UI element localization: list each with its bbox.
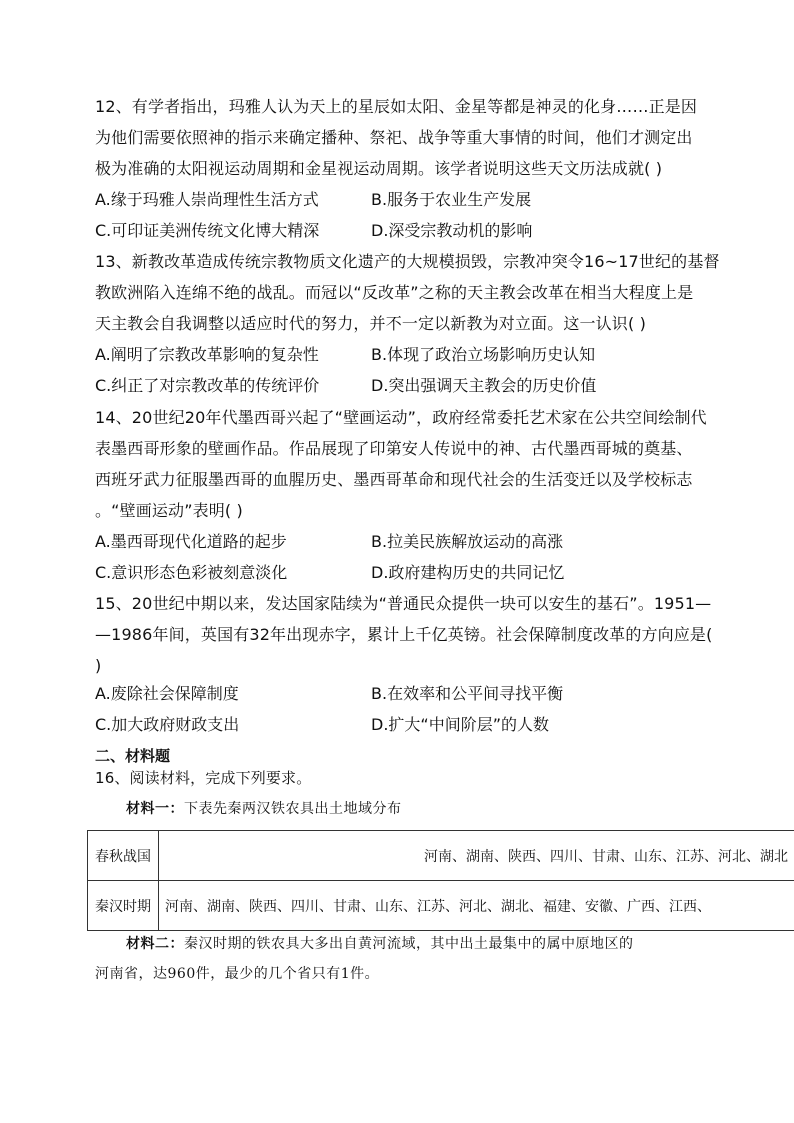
table-row xyxy=(88,831,794,881)
material2-label: 材料二： xyxy=(126,936,184,952)
material1-label: 材料一： xyxy=(126,801,184,817)
q13-option-d: D.突出强调天主教会的历史价值 xyxy=(371,376,597,395)
material2-line-1 xyxy=(126,934,634,954)
material1-text: 下表先秦两汉铁农具出土地域分布 xyxy=(184,801,402,817)
q13-option-b: B.体现了政治立场影响历史认知 xyxy=(371,345,596,364)
q16-intro: 16、阅读材料，完成下列要求。 xyxy=(95,769,312,787)
q14-line-4: 。“壁画运动”表明( ) xyxy=(95,501,243,520)
q15-option-b: B.在效率和公平间寻找平衡 xyxy=(371,684,564,703)
q15-option-d: D.扩大“中间阶层”的人数 xyxy=(371,715,549,734)
q12-line-3: 极为准确的太阳视运动周期和金星视运动周期。该学者说明这些天文历法成就( ) xyxy=(95,159,663,178)
q15-option-c: C.加大政府财政支出 xyxy=(95,715,240,734)
q13-line-1: 13、新教改革造成传统宗教物质文化遗产的大规模损毁，宗教冲突令16~17世纪的基督 xyxy=(95,252,720,271)
q14-line-3: 西班牙武力征服墨西哥的血腥历史、墨西哥革命和现代社会的生活变迁以及学校标志 xyxy=(95,470,693,489)
table-regions-cell: 河南、湖南、陕西、四川、甘肃、山东、江苏、河北、湖北 xyxy=(159,831,794,881)
table-period-cell: 春秋战国 xyxy=(88,831,159,881)
table-regions-cell: 河南、湖南、陕西、四川、甘肃、山东、江苏、河北、湖北、福建、安徽、广西、江西、 xyxy=(159,881,794,931)
q15-line-3: ) xyxy=(95,656,102,675)
material1-caption xyxy=(126,799,402,819)
q13-line-3: 天主教会自我调整以适应时代的努力，并不一定以新教为对立面。这一认识( ) xyxy=(95,314,646,333)
q14-line-1: 14、20世纪20年代墨西哥兴起了“壁画运动”，政府经常委托艺术家在公共空间绘制代 xyxy=(95,408,707,427)
q12-option-a: A.缘于玛雅人崇尚理性生活方式 xyxy=(95,190,319,209)
q14-line-2: 表墨西哥形象的壁画作品。作品展现了印第安人传说中的神、古代墨西哥城的奠基、 xyxy=(95,439,693,458)
q12-line-1: 12、有学者指出，玛雅人认为天上的星辰如太阳、金星等都是神灵的化身……正是因 xyxy=(95,97,698,116)
material2-line-2: 河南省，达960件，最少的几个省只有1件。 xyxy=(95,966,380,982)
q13-option-c: C.纠正了对宗教改革的传统评价 xyxy=(95,376,320,395)
q12-line-2: 为他们需要依照神的指示来确定播种、祭祀、战争等重大事情的时间，他们才测定出 xyxy=(95,128,693,147)
section-heading: 二、材料题 xyxy=(95,747,171,765)
q15-line-2: —1986年间，英国有32年出现赤字，累计上千亿英镑。社会保障制度改革的方向应是( xyxy=(95,625,713,644)
iron-tools-table xyxy=(87,830,794,931)
table-period-cell: 秦汉时期 xyxy=(88,881,159,931)
q14-option-c: C.意识形态色彩被刻意淡化 xyxy=(95,563,288,582)
q12-option-b: B.服务于农业生产发展 xyxy=(371,190,532,209)
q13-option-a: A.阐明了宗教改革影响的复杂性 xyxy=(95,345,319,364)
q14-option-d: D.政府建构历史的共同记忆 xyxy=(371,563,565,582)
q13-line-2: 教欧洲陷入连绵不绝的战乱。而冠以“反改革”之称的天主教会改革在相当大程度上是 xyxy=(95,283,694,302)
q15-line-1: 15、20世纪中期以来，发达国家陆续为“普通民众提供一块可以安生的基石”。1951— xyxy=(95,594,712,613)
q14-option-a: A.墨西哥现代化道路的起步 xyxy=(95,532,287,551)
q12-option-c: C.可印证美洲传统文化博大精深 xyxy=(95,221,320,240)
q15-option-a: A.废除社会保障制度 xyxy=(95,684,239,703)
table-row xyxy=(88,881,794,931)
q14-option-b: B.拉美民族解放运动的高涨 xyxy=(371,532,564,551)
q12-option-d: D.深受宗教动机的影响 xyxy=(371,221,533,240)
material2-text-1: 秦汉时期的铁农具大多出自黄河流域，其中出土最集中的属中原地区的 xyxy=(184,936,634,952)
